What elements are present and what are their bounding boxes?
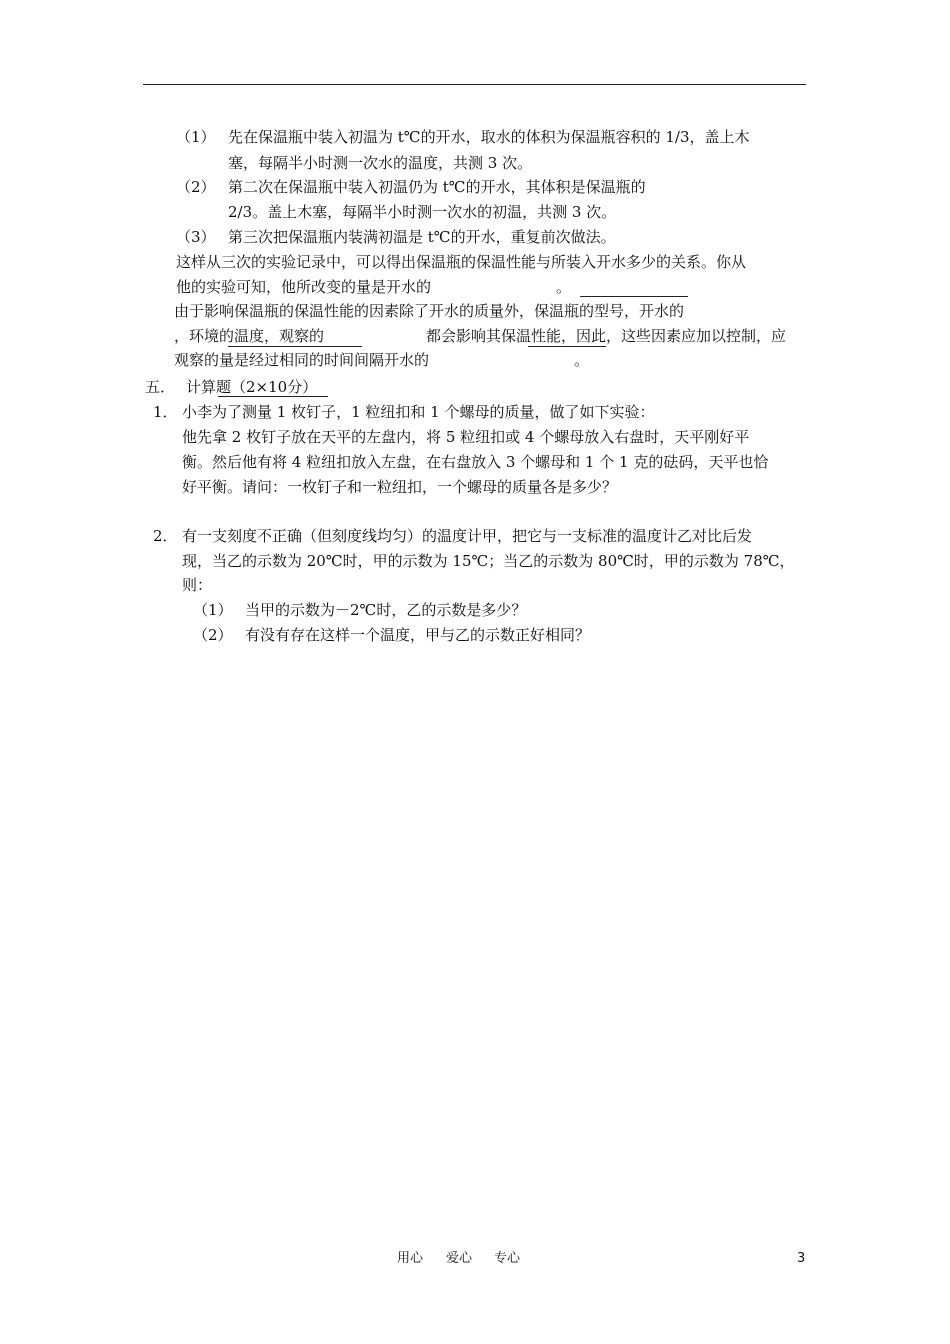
q2-sub-2-text: 有没有存在这样一个温度，甲与乙的示数正好相同？: [245, 626, 591, 644]
heading-underline: [218, 396, 328, 397]
footer-motto-3: 专心: [494, 1251, 521, 1266]
q1-line-2: 他先拿 2 枚钉子放在天平的左盘内，将 5 粒纽扣或 4 个螺母放入右盘时，天平刚好平: [182, 428, 750, 446]
step-2-line-2: 2/3。盖上木塞，每隔半小时测一次水的初温，共测 3 次。: [228, 203, 617, 221]
header-rule: [143, 84, 806, 85]
step-1-number: （1）: [176, 128, 216, 146]
para2-line-3-end: 。: [574, 351, 590, 369]
step-1-line-1: 先在保温瓶中装入初温为 t℃的开水，取水的体积为保温瓶容积的 1/3，盖上木: [228, 128, 750, 146]
step-1-line-2: 塞，每隔半小时测一次水的温度，共测 3 次。: [228, 154, 533, 172]
page-number: 3: [797, 1251, 806, 1266]
q2-line-3: 则：: [182, 576, 213, 594]
footer-motto-2: 爱心: [446, 1251, 473, 1266]
q2-sub-1-text: 当甲的示数为－2℃时，乙的示数是多少？: [245, 601, 527, 619]
para2-line-2-a: ，环境的温度，观察的: [174, 327, 325, 345]
q2-sub-2-number: （2）: [193, 626, 233, 644]
para1-line-2: 他的实验可知，他所改变的量是开水的: [176, 278, 432, 296]
para2-line-2-b: 都会影响其保温性能，因此，这些因素应加以控制，应: [426, 327, 787, 345]
section-5-number: 五．: [145, 378, 176, 396]
q1-number: 1．: [153, 403, 178, 421]
q2-line-2: 现，当乙的示数为 20℃时，甲的示数为 15℃；当乙的示数为 80℃时，甲的示数为 78℃，: [182, 552, 795, 570]
para1-line-2-end: 。: [556, 278, 572, 296]
step-3-line-1: 第三次把保温瓶内装满初温是 t℃的开水，重复前次做法。: [228, 228, 616, 246]
step-2-line-1: 第二次在保温瓶中装入初温仍为 t℃的开水，其体积是保温瓶的: [228, 178, 646, 196]
q2-line-1: 有一支刻度不正确（但刻度线均匀）的温度计甲，把它与一支标准的温度计乙对比后发: [182, 527, 753, 545]
q1-line-4: 好平衡。请问：一枚钉子和一粒纽扣，一个螺母的质量各是多少？: [182, 478, 618, 496]
answer-blank-1: [580, 296, 688, 297]
q1-line-1: 小李为了测量 1 枚钉子，1 粒纽扣和 1 个螺母的质量，做了如下实验：: [182, 403, 655, 421]
para2-line-1: 由于影响保温瓶的保温性能的因素除了开水的质量外，保温瓶的型号，开水的: [174, 302, 685, 320]
step-3-number: （3）: [176, 228, 216, 246]
step-2-number: （2）: [176, 178, 216, 196]
section-5-heading: 计算题（2×10分）: [186, 378, 318, 396]
footer-motto-1: 用心: [397, 1251, 424, 1266]
para2-line-3-a: 观察的量是经过相同的时间间隔开水的: [174, 351, 430, 369]
answer-blank-2: [228, 346, 362, 347]
q2-number: 2．: [153, 527, 178, 545]
para1-line-1: 这样从三次的实验记录中，可以得出保温瓶的保温性能与所装入开水多少的关系。你从: [176, 253, 747, 271]
answer-blank-3: [528, 346, 606, 347]
q2-sub-1-number: （1）: [193, 601, 233, 619]
q1-line-3: 衡。然后他有将 4 粒纽扣放入左盘，在右盘放入 3 个螺母和 1 个 1 克的砝码，天平也恰: [182, 453, 769, 471]
